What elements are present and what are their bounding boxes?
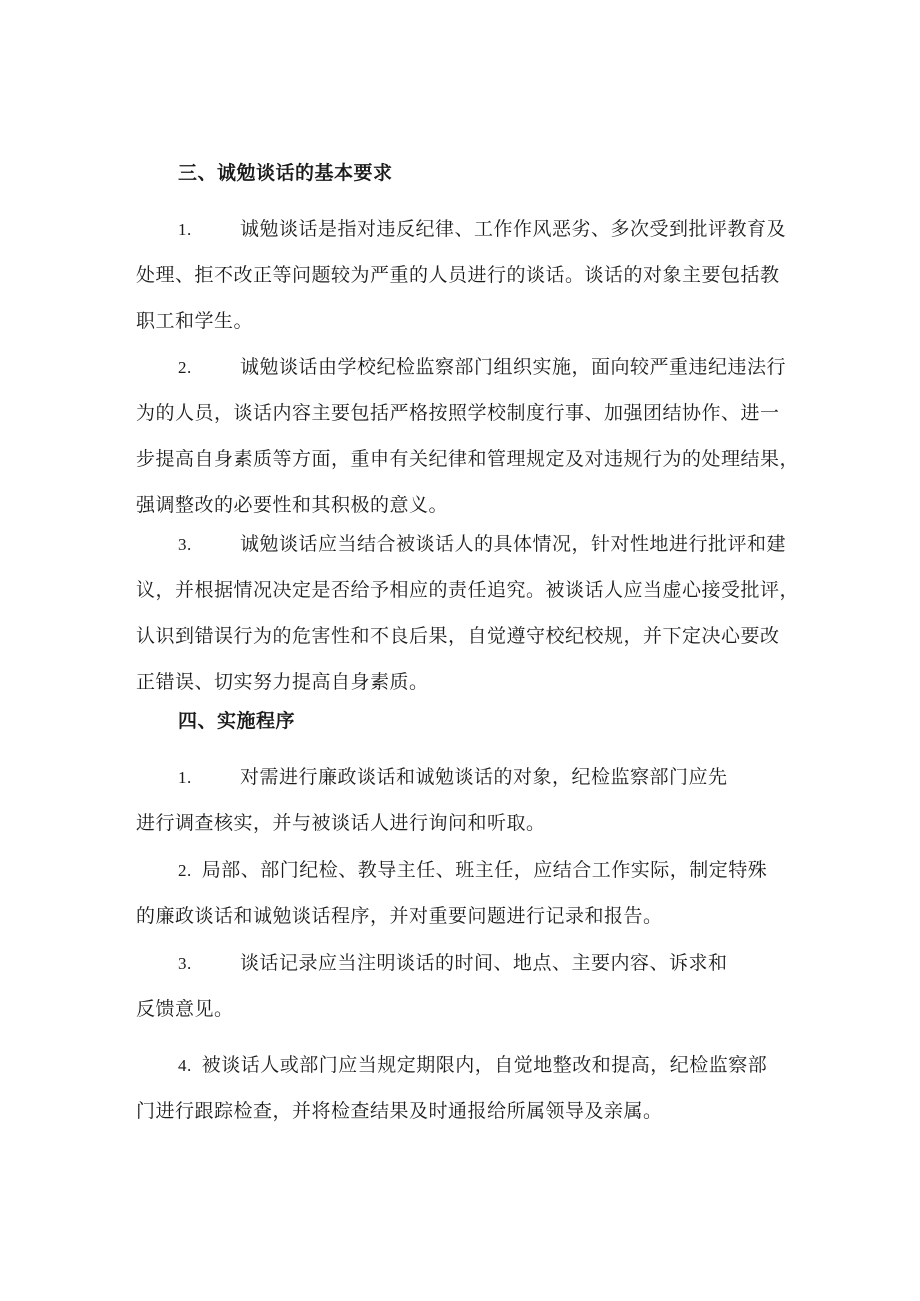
item-number: 3. xyxy=(178,954,192,973)
item-first-line xyxy=(136,206,800,252)
item-first-line xyxy=(136,1042,800,1088)
item-number: 3. xyxy=(178,535,192,554)
section-4-item-2 xyxy=(136,847,800,939)
item-text: 对需进行廉政谈话和诚勉谈话的对象，纪检监察部门应先 xyxy=(240,766,728,788)
item-text: 诚勉谈话是指对违反纪律、工作作风恶劣、多次受到批评教育及 xyxy=(240,218,787,240)
item-text: 局部、部门纪检、教导主任、班主任，应结合工作实际，制定特殊 xyxy=(201,859,768,881)
item-number: 1. xyxy=(178,220,192,239)
item-number: 1. xyxy=(178,768,192,787)
item-first-line xyxy=(136,940,800,986)
item-text-line: 正错误、切实努力提高自身素质。 xyxy=(136,671,429,693)
item-text-line: 职工和学生。 xyxy=(136,310,254,332)
item-text: 诚勉谈话应当结合被谈话人的具体情况，针对性地进行批评和建 xyxy=(240,533,787,555)
section-3-item-2 xyxy=(136,344,800,528)
section-4 xyxy=(136,698,800,744)
item-text-line: 强调整改的必要性和其积极的意义。 xyxy=(136,494,449,516)
section-4-item-4 xyxy=(136,1042,800,1134)
item-text-line: 认识到错误行为的危害性和不良后果，自觉遵守校纪校规，并下定决心要改 xyxy=(136,625,780,647)
item-text-line: 门进行跟踪检查，并将检查结果及时通报给所属领导及亲属。 xyxy=(136,1100,663,1122)
item-text: 被谈话人或部门应当规定期限内，自觉地整改和提高，纪检监察部 xyxy=(201,1054,768,1076)
item-number: 2. xyxy=(178,861,192,880)
item-first-line xyxy=(136,521,800,567)
section-4-item-3 xyxy=(136,940,800,1032)
item-number: 2. xyxy=(178,358,192,377)
section-3-item-1 xyxy=(136,206,800,344)
section-4-heading: 四、实施程序 xyxy=(178,710,296,732)
item-text-line: 处理、拒不改正等问题较为严重的人员进行的谈话。谈话的对象主要包括教 xyxy=(136,264,780,286)
item-text-line: 反馈意见。 xyxy=(136,998,234,1020)
section-3-heading: 三、诚勉谈话的基本要求 xyxy=(178,162,393,184)
section-3-item-3 xyxy=(136,521,800,705)
item-first-line xyxy=(136,847,800,893)
section-4-item-1 xyxy=(136,754,800,846)
item-first-line xyxy=(136,344,800,390)
item-text: 诚勉谈话由学校纪检监察部门组织实施，面向较严重违纪违法行 xyxy=(240,356,787,378)
item-text-line: 的廉政谈话和诚勉谈话程序，并对重要问题进行记录和报告。 xyxy=(136,905,663,927)
item-text-line: 为的人员，谈话内容主要包括严格按照学校制度行事、加强团结协作、进一 xyxy=(136,402,780,424)
item-text: 谈话记录应当注明谈话的时间、地点、主要内容、诉求和 xyxy=(240,952,728,974)
item-text-line: 步提高自身素质等方面，重申有关纪律和管理规定及对违规行为的处理结果， xyxy=(136,448,800,470)
item-text-line: 议，并根据情况决定是否给予相应的责任追究。被谈话人应当虚心接受批评， xyxy=(136,579,800,601)
item-first-line xyxy=(136,754,800,800)
section-3 xyxy=(136,150,800,196)
item-text-line: 进行调查核实，并与被谈话人进行询问和听取。 xyxy=(136,812,546,834)
item-number: 4. xyxy=(178,1056,192,1075)
